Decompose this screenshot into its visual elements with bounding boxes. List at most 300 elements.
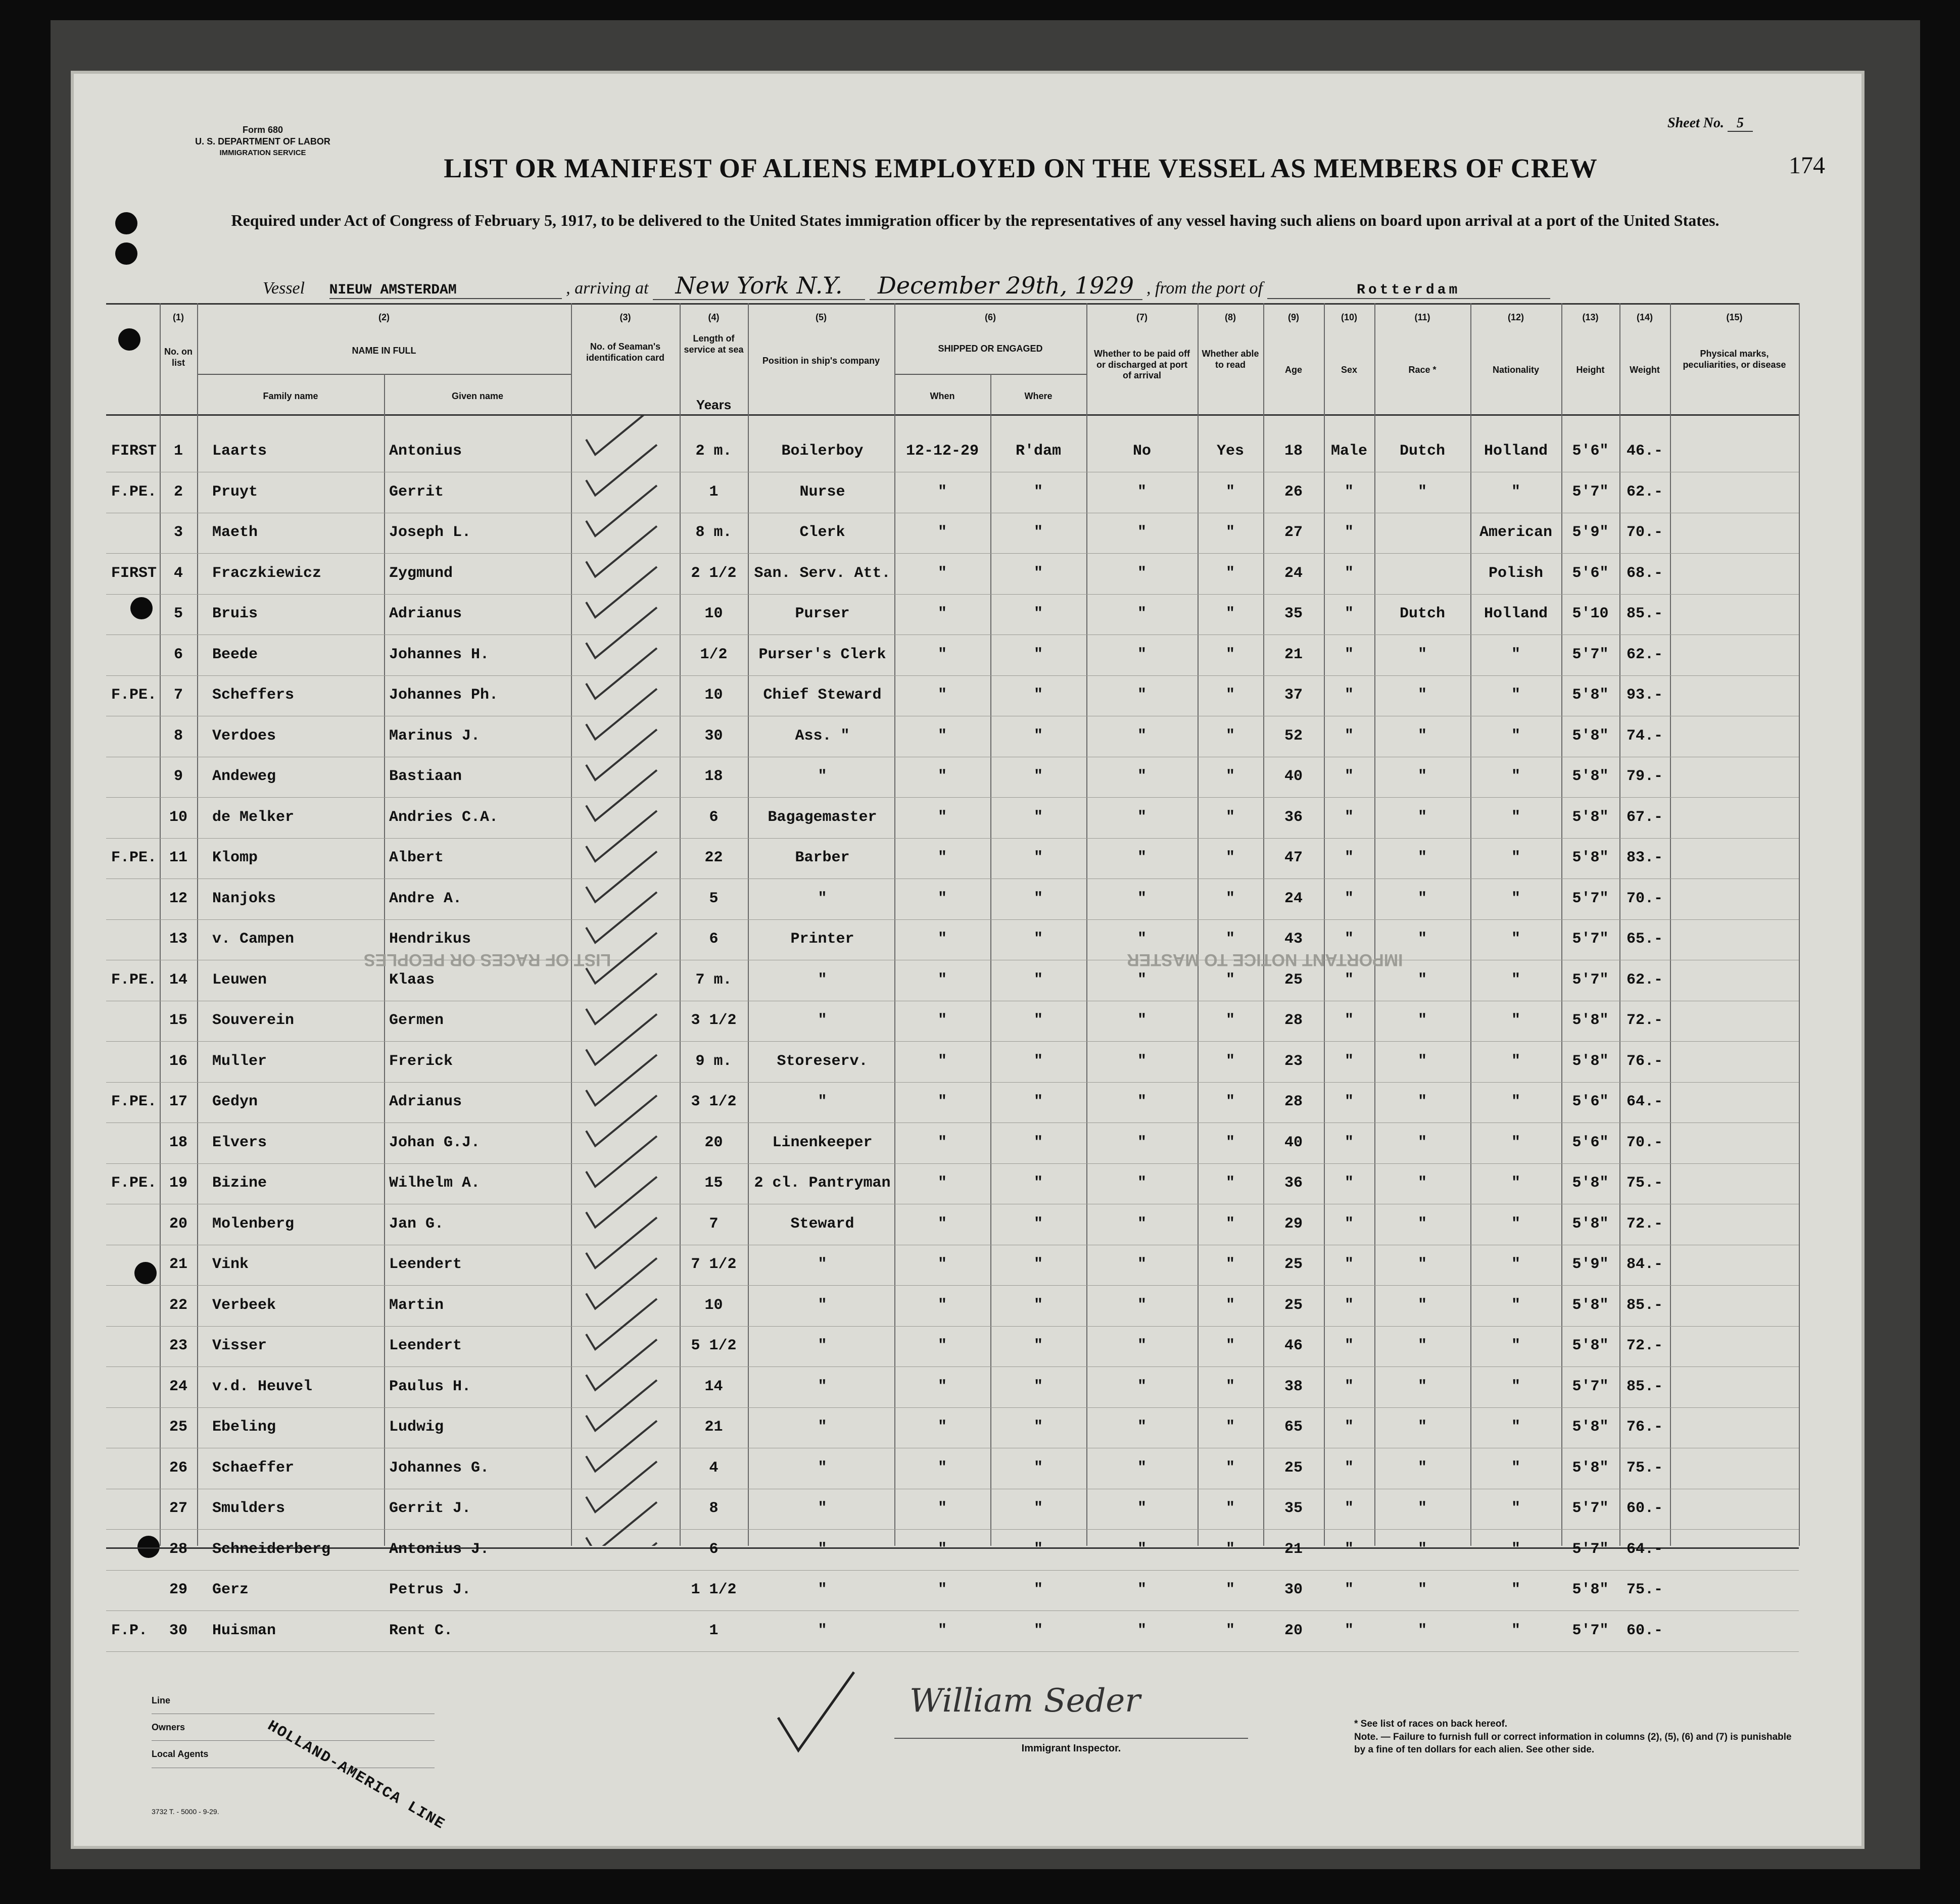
row-rule bbox=[106, 838, 1799, 839]
cell-read: " bbox=[1225, 1296, 1235, 1314]
cell-read: " bbox=[1225, 1581, 1235, 1598]
cell-height: 5'6" bbox=[1572, 443, 1609, 460]
cell-age: 29 bbox=[1284, 1215, 1303, 1233]
cell-class: F.PE. bbox=[111, 687, 157, 704]
cell-nat: " bbox=[1511, 1215, 1520, 1233]
cell-family: Fraczkiewicz bbox=[212, 564, 322, 582]
punch-hole bbox=[115, 242, 137, 265]
cell-service: 7 bbox=[709, 1215, 719, 1233]
cell-given: Johannes G. bbox=[389, 1459, 490, 1477]
cell-height: 5'8" bbox=[1572, 1012, 1609, 1029]
page-subtitle: Required under Act of Congress of February 5, 1917, to be delivered to the United States immigration officer by the representatives of any vessel having such aliens on board upon arrival at a port of the United States. bbox=[231, 211, 1719, 229]
cell-height: 5'7" bbox=[1572, 971, 1609, 989]
page-number: 174 bbox=[1789, 152, 1825, 179]
cell-where: " bbox=[1033, 931, 1043, 948]
cell-given: Jan G. bbox=[389, 1215, 444, 1233]
cell-read: " bbox=[1225, 564, 1235, 582]
cell-no: 18 bbox=[169, 1134, 187, 1151]
cell-position: Storeserv. bbox=[777, 1052, 868, 1070]
cell-height: 5'7" bbox=[1572, 1500, 1609, 1517]
cell-where: " bbox=[1033, 1378, 1043, 1395]
cell-where: " bbox=[1033, 1540, 1043, 1558]
cell-sex: " bbox=[1344, 1093, 1354, 1110]
cell-race: " bbox=[1417, 808, 1427, 826]
cell-where: " bbox=[1033, 646, 1043, 663]
col-num-8: (8) bbox=[1225, 312, 1236, 322]
signature-line bbox=[894, 1738, 1248, 1739]
cell-race: " bbox=[1417, 890, 1427, 907]
row-rule bbox=[106, 797, 1799, 798]
cell-when: " bbox=[937, 687, 947, 704]
cell-height: 5'8" bbox=[1572, 1215, 1609, 1233]
cell-race: " bbox=[1417, 1337, 1427, 1354]
cell-where: " bbox=[1033, 1419, 1043, 1436]
cell-no: 3 bbox=[173, 524, 183, 541]
cell-race: " bbox=[1417, 768, 1427, 785]
cell-paid: " bbox=[1137, 1459, 1146, 1477]
cell-paid: " bbox=[1137, 1419, 1146, 1436]
cell-age: 25 bbox=[1284, 971, 1303, 989]
races-note: * See list of races on back hereof. bbox=[1354, 1719, 1508, 1729]
cell-age: 25 bbox=[1284, 1256, 1303, 1273]
cell-age: 30 bbox=[1284, 1581, 1303, 1598]
cell-weight: 60.- bbox=[1626, 1500, 1663, 1517]
cell-nat: American bbox=[1479, 524, 1553, 541]
cell-nat: " bbox=[1511, 483, 1520, 501]
cell-read: " bbox=[1225, 1500, 1235, 1517]
row-rule bbox=[106, 1082, 1799, 1083]
cell-service: 10 bbox=[704, 687, 723, 704]
cell-sex: " bbox=[1344, 1134, 1354, 1151]
row-rule bbox=[106, 919, 1799, 920]
cell-paid: No bbox=[1132, 443, 1151, 460]
cell-sex: " bbox=[1344, 727, 1354, 745]
cell-given: Marinus J. bbox=[389, 727, 481, 745]
col-num-15: (15) bbox=[1726, 312, 1743, 322]
vessel-label: Vessel bbox=[263, 279, 305, 298]
cell-read: " bbox=[1225, 687, 1235, 704]
cell-race: " bbox=[1417, 483, 1427, 501]
cell-family: Molenberg bbox=[212, 1215, 295, 1233]
cell-nat: " bbox=[1511, 849, 1520, 866]
cell-sex: " bbox=[1344, 1296, 1354, 1314]
col-num-5: (5) bbox=[816, 312, 827, 322]
col-divider bbox=[748, 303, 749, 1546]
cell-no: 17 bbox=[169, 1093, 187, 1110]
cell-age: 21 bbox=[1284, 1540, 1303, 1558]
cell-paid: " bbox=[1137, 727, 1146, 745]
form-number: Form 680 bbox=[242, 125, 283, 135]
subheader-given-name: Given name bbox=[451, 391, 504, 401]
cell-position: " bbox=[818, 1296, 827, 1314]
col-num-13: (13) bbox=[1582, 312, 1599, 322]
cell-read: " bbox=[1225, 1419, 1235, 1436]
cell-nat: " bbox=[1511, 1337, 1520, 1354]
cell-no: 9 bbox=[173, 768, 183, 785]
cell-service: 3 1/2 bbox=[691, 1093, 737, 1110]
cell-read: " bbox=[1225, 890, 1235, 907]
cell-paid: " bbox=[1137, 1093, 1146, 1110]
cell-position: Bagagemaster bbox=[768, 808, 877, 826]
cell-sex: " bbox=[1344, 808, 1354, 826]
cell-race: " bbox=[1417, 1540, 1427, 1558]
cell-sex: " bbox=[1344, 971, 1354, 989]
cell-nat: Polish bbox=[1488, 564, 1544, 582]
cell-nat: " bbox=[1511, 1296, 1520, 1314]
cell-nat: " bbox=[1511, 727, 1520, 745]
col-header-age: Age bbox=[1284, 365, 1302, 375]
header-rule bbox=[106, 414, 1799, 416]
cell-height: 5'8" bbox=[1572, 1459, 1609, 1477]
cell-read: " bbox=[1225, 808, 1235, 826]
cell-no: 2 bbox=[173, 483, 183, 501]
cell-no: 22 bbox=[169, 1296, 187, 1314]
cell-service: 7 m. bbox=[695, 971, 732, 989]
cell-position: Barber bbox=[795, 849, 850, 866]
cell-where: " bbox=[1033, 1175, 1043, 1192]
cell-service: 20 bbox=[704, 1134, 723, 1151]
cell-service: 21 bbox=[704, 1419, 723, 1436]
cell-height: 5'9" bbox=[1572, 1256, 1609, 1273]
cell-paid: " bbox=[1137, 931, 1146, 948]
cell-no: 1 bbox=[173, 443, 183, 460]
cell-position: Purser's Clerk bbox=[758, 646, 886, 663]
row-rule bbox=[106, 1651, 1799, 1652]
cell-family: Gerz bbox=[212, 1581, 249, 1598]
row-rule bbox=[106, 1041, 1799, 1042]
row-rule bbox=[106, 1529, 1799, 1530]
cell-height: 5'6" bbox=[1572, 1093, 1609, 1110]
cell-sex: " bbox=[1344, 1337, 1354, 1354]
cell-paid: " bbox=[1137, 1012, 1146, 1029]
cell-height: 5'7" bbox=[1572, 1378, 1609, 1395]
cell-class: F.PE. bbox=[111, 971, 157, 989]
cell-where: " bbox=[1033, 890, 1043, 907]
cell-age: 52 bbox=[1284, 727, 1303, 745]
cell-where: " bbox=[1033, 564, 1043, 582]
cell-weight: 74.- bbox=[1626, 727, 1663, 745]
cell-nat: " bbox=[1511, 1093, 1520, 1110]
cell-read: " bbox=[1225, 1215, 1235, 1233]
cell-family: Klomp bbox=[212, 849, 258, 866]
cell-position: " bbox=[818, 1012, 827, 1029]
cell-where: " bbox=[1033, 1296, 1043, 1314]
subheader-years: Years bbox=[696, 397, 732, 412]
cell-where: " bbox=[1033, 727, 1043, 745]
cell-age: 36 bbox=[1284, 808, 1303, 826]
bleed-through-text: LIST OF RACES OR PEOPLES bbox=[364, 950, 611, 969]
cell-family: Beede bbox=[212, 646, 258, 663]
cell-age: 37 bbox=[1284, 687, 1303, 704]
cell-weight: 64.- bbox=[1626, 1540, 1663, 1558]
cell-age: 24 bbox=[1284, 564, 1303, 582]
cell-when: " bbox=[937, 1419, 947, 1436]
cell-nat: " bbox=[1511, 1540, 1520, 1558]
cell-when: " bbox=[937, 1175, 947, 1192]
subheader-when: When bbox=[930, 391, 955, 401]
cell-service: 22 bbox=[704, 849, 723, 866]
cell-given: Martin bbox=[389, 1296, 444, 1314]
cell-race: " bbox=[1417, 849, 1427, 866]
cell-weight: 64.- bbox=[1626, 1093, 1663, 1110]
col-header-height: Height bbox=[1576, 365, 1605, 375]
cell-given: Andries C.A. bbox=[389, 808, 499, 826]
cell-nat: " bbox=[1511, 1459, 1520, 1477]
cell-position: Boilerboy bbox=[781, 443, 864, 460]
cell-given: Hendrikus bbox=[389, 931, 471, 948]
cell-given: Johannes H. bbox=[389, 646, 490, 663]
col-header-service: Length of service at sea bbox=[684, 333, 744, 355]
cell-read: " bbox=[1225, 605, 1235, 622]
cell-service: 30 bbox=[704, 727, 723, 745]
cell-sex: " bbox=[1344, 1012, 1354, 1029]
cell-no: 26 bbox=[169, 1459, 187, 1477]
cell-when: " bbox=[937, 727, 947, 745]
cell-when: " bbox=[937, 605, 947, 622]
vessel-name: NIEUW AMSTERDAM bbox=[329, 282, 562, 299]
cell-given: Leendert bbox=[389, 1256, 462, 1273]
cell-service: 1 1/2 bbox=[691, 1581, 737, 1598]
cell-when: " bbox=[937, 1459, 947, 1477]
cell-no: 28 bbox=[169, 1540, 187, 1558]
cell-no: 14 bbox=[169, 971, 187, 989]
cell-given: Adrianus bbox=[389, 1093, 462, 1110]
holland-america-stamp: HOLLAND-AMERICA LINE bbox=[264, 1718, 448, 1834]
cell-given: Bastiaan bbox=[389, 768, 462, 785]
cell-height: 5'6" bbox=[1572, 1134, 1609, 1151]
cell-no: 19 bbox=[169, 1175, 187, 1192]
col-num-10: (10) bbox=[1341, 312, 1357, 322]
cell-family: Vink bbox=[212, 1256, 249, 1273]
cell-paid: " bbox=[1137, 849, 1146, 866]
cell-height: 5'7" bbox=[1572, 1622, 1609, 1639]
cell-paid: " bbox=[1137, 646, 1146, 663]
cell-race: " bbox=[1417, 1134, 1427, 1151]
cell-when: " bbox=[937, 890, 947, 907]
cell-paid: " bbox=[1137, 1378, 1146, 1395]
cell-read: " bbox=[1225, 931, 1235, 948]
cell-race: " bbox=[1417, 1622, 1427, 1639]
cell-when: " bbox=[937, 1337, 947, 1354]
cell-age: 26 bbox=[1284, 483, 1303, 501]
cell-when: " bbox=[937, 808, 947, 826]
inspector-signature: William Seder bbox=[910, 1682, 1140, 1720]
cell-age: 21 bbox=[1284, 646, 1303, 663]
cell-age: 40 bbox=[1284, 1134, 1303, 1151]
cell-given: Germen bbox=[389, 1012, 444, 1029]
row-rule bbox=[106, 1570, 1799, 1571]
col-header-nationality: Nationality bbox=[1492, 365, 1539, 375]
cell-weight: 70.- bbox=[1626, 524, 1663, 541]
cell-age: 20 bbox=[1284, 1622, 1303, 1639]
cell-paid: " bbox=[1137, 1215, 1146, 1233]
cell-age: 18 bbox=[1284, 443, 1303, 460]
cell-given: Frerick bbox=[389, 1052, 453, 1070]
cell-sex: " bbox=[1344, 646, 1354, 663]
col-num-1: (1) bbox=[173, 312, 184, 322]
cell-sex: " bbox=[1344, 768, 1354, 785]
cell-read: " bbox=[1225, 524, 1235, 541]
cell-service: 10 bbox=[704, 1296, 723, 1314]
cell-no: 23 bbox=[169, 1337, 187, 1354]
cell-nat: " bbox=[1511, 646, 1520, 663]
cell-sex: " bbox=[1344, 931, 1354, 948]
cell-nat: " bbox=[1511, 1256, 1520, 1273]
cell-position: " bbox=[818, 1093, 827, 1110]
cell-position: " bbox=[818, 1581, 827, 1598]
cell-paid: " bbox=[1137, 1134, 1146, 1151]
cell-paid: " bbox=[1137, 971, 1146, 989]
cell-nat: " bbox=[1511, 1500, 1520, 1517]
col-num-2: (2) bbox=[378, 312, 390, 322]
cell-weight: 70.- bbox=[1626, 1134, 1663, 1151]
cell-family: Leuwen bbox=[212, 971, 267, 989]
cell-sex: " bbox=[1344, 1500, 1354, 1517]
cell-service: 1 bbox=[709, 1622, 719, 1639]
col-num-14: (14) bbox=[1636, 312, 1653, 322]
cell-race: " bbox=[1417, 727, 1427, 745]
col-num-6: (6) bbox=[985, 312, 996, 322]
cell-given: Albert bbox=[389, 849, 444, 866]
cell-sex: " bbox=[1344, 1378, 1354, 1395]
cell-position: San. Serv. Att. bbox=[754, 564, 891, 582]
sheet-number: 5 bbox=[1728, 115, 1753, 132]
penalty-note: Note. — Failure to furnish full or correct information in columns (2), (5), (6) and (7) is punishable by a fine of ten dollars for each alien. See other side. bbox=[1354, 1731, 1792, 1755]
cell-family: Verbeek bbox=[212, 1296, 276, 1314]
department-name: U. S. DEPARTMENT OF LABOR bbox=[195, 136, 330, 147]
cell-race: " bbox=[1417, 1581, 1427, 1598]
cell-when: " bbox=[937, 524, 947, 541]
cell-when: " bbox=[937, 1500, 947, 1517]
cell-age: 43 bbox=[1284, 931, 1303, 948]
cell-height: 5'9" bbox=[1572, 524, 1609, 541]
cell-race: " bbox=[1417, 1215, 1427, 1233]
cell-height: 5'10 bbox=[1572, 605, 1609, 622]
cell-height: 5'8" bbox=[1572, 727, 1609, 745]
cell-paid: " bbox=[1137, 890, 1146, 907]
cell-age: 40 bbox=[1284, 768, 1303, 785]
cell-weight: 62.- bbox=[1626, 971, 1663, 989]
cell-age: 25 bbox=[1284, 1296, 1303, 1314]
cell-weight: 85.- bbox=[1626, 1296, 1663, 1314]
row-rule bbox=[106, 1326, 1799, 1327]
cell-sex: " bbox=[1344, 564, 1354, 582]
cell-service: 18 bbox=[704, 768, 723, 785]
col-header-shipped: SHIPPED OR ENGAGED bbox=[938, 344, 1043, 354]
cell-no: 16 bbox=[169, 1052, 187, 1070]
cell-weight: 60.- bbox=[1626, 1622, 1663, 1639]
cell-age: 36 bbox=[1284, 1175, 1303, 1192]
cell-read: " bbox=[1225, 1175, 1235, 1192]
cell-no: 4 bbox=[173, 564, 183, 582]
cell-read: " bbox=[1225, 1134, 1235, 1151]
cell-position: " bbox=[818, 1459, 827, 1477]
row-rule bbox=[106, 553, 1799, 554]
cell-read: " bbox=[1225, 1540, 1235, 1558]
cell-service: 9 m. bbox=[695, 1052, 732, 1070]
cell-sex: " bbox=[1344, 1540, 1354, 1558]
cell-age: 38 bbox=[1284, 1378, 1303, 1395]
cell-no: 7 bbox=[173, 687, 183, 704]
cell-where: " bbox=[1033, 1093, 1043, 1110]
cell-when: " bbox=[937, 1093, 947, 1110]
cell-read: " bbox=[1225, 1012, 1235, 1029]
cell-position: Steward bbox=[790, 1215, 854, 1233]
cell-height: 5'7" bbox=[1572, 646, 1609, 663]
cell-paid: " bbox=[1137, 1581, 1146, 1598]
cell-paid: " bbox=[1137, 768, 1146, 785]
cell-weight: 67.- bbox=[1626, 808, 1663, 826]
cell-where: " bbox=[1033, 1256, 1043, 1273]
row-rule bbox=[106, 1285, 1799, 1286]
cell-read: " bbox=[1225, 727, 1235, 745]
cell-when: " bbox=[937, 1256, 947, 1273]
cell-nat: " bbox=[1511, 1052, 1520, 1070]
cell-when: " bbox=[937, 1012, 947, 1029]
cell-where: " bbox=[1033, 1012, 1043, 1029]
sheet-number-field bbox=[1667, 115, 1753, 131]
col-header-marks: Physical marks, peculiarities, or disease bbox=[1683, 349, 1786, 370]
page-title: LIST OR MANIFEST OF ALIENS EMPLOYED ON THE VESSEL AS MEMBERS OF CREW bbox=[444, 153, 1598, 183]
cell-when: 12-12-29 bbox=[905, 443, 979, 460]
cell-weight: 62.- bbox=[1626, 483, 1663, 501]
cell-weight: 85.- bbox=[1626, 1378, 1663, 1395]
cell-height: 5'7" bbox=[1572, 890, 1609, 907]
cell-weight: 83.- bbox=[1626, 849, 1663, 866]
cell-service: 1 bbox=[709, 483, 719, 501]
cell-service: 8 bbox=[709, 1500, 719, 1517]
checkmark bbox=[586, 414, 657, 455]
row-rule bbox=[106, 878, 1799, 879]
cell-position: Nurse bbox=[799, 483, 845, 501]
cell-age: 25 bbox=[1284, 1459, 1303, 1477]
cell-where: " bbox=[1033, 1622, 1043, 1639]
cell-nat: " bbox=[1511, 1134, 1520, 1151]
cell-family: Maeth bbox=[212, 524, 258, 541]
service-name: IMMIGRATION SERVICE bbox=[219, 148, 306, 157]
cell-weight: 72.- bbox=[1626, 1012, 1663, 1029]
cell-given: Rent C. bbox=[389, 1622, 453, 1639]
cell-service: 3 1/2 bbox=[691, 1012, 737, 1029]
cell-given: Petrus J. bbox=[389, 1581, 471, 1598]
cell-race: " bbox=[1417, 1459, 1427, 1477]
cell-given: Johannes Ph. bbox=[389, 687, 499, 704]
row-rule bbox=[106, 634, 1799, 635]
cell-weight: 65.- bbox=[1626, 931, 1663, 948]
cell-read: " bbox=[1225, 768, 1235, 785]
cell-race: " bbox=[1417, 1093, 1427, 1110]
cell-race: " bbox=[1417, 1052, 1427, 1070]
cell-family: Pruyt bbox=[212, 483, 258, 501]
footer-labels bbox=[152, 1687, 435, 1768]
cell-family: Muller bbox=[212, 1052, 267, 1070]
cell-race: " bbox=[1417, 687, 1427, 704]
cell-family: Elvers bbox=[212, 1134, 267, 1151]
cell-service: 5 1/2 bbox=[691, 1337, 737, 1354]
cell-nat: " bbox=[1511, 1175, 1520, 1192]
cell-nat: " bbox=[1511, 1419, 1520, 1436]
cell-when: " bbox=[937, 1134, 947, 1151]
cell-sex: " bbox=[1344, 1581, 1354, 1598]
cell-height: 5'8" bbox=[1572, 768, 1609, 785]
cell-age: 47 bbox=[1284, 849, 1303, 866]
cell-paid: " bbox=[1137, 564, 1146, 582]
arriving-label: , arriving at bbox=[566, 279, 649, 298]
id-card-checkmarks bbox=[571, 414, 680, 1546]
cell-given: Klaas bbox=[389, 971, 435, 989]
cell-paid: " bbox=[1137, 1540, 1146, 1558]
cell-given: Paulus H. bbox=[389, 1378, 471, 1395]
